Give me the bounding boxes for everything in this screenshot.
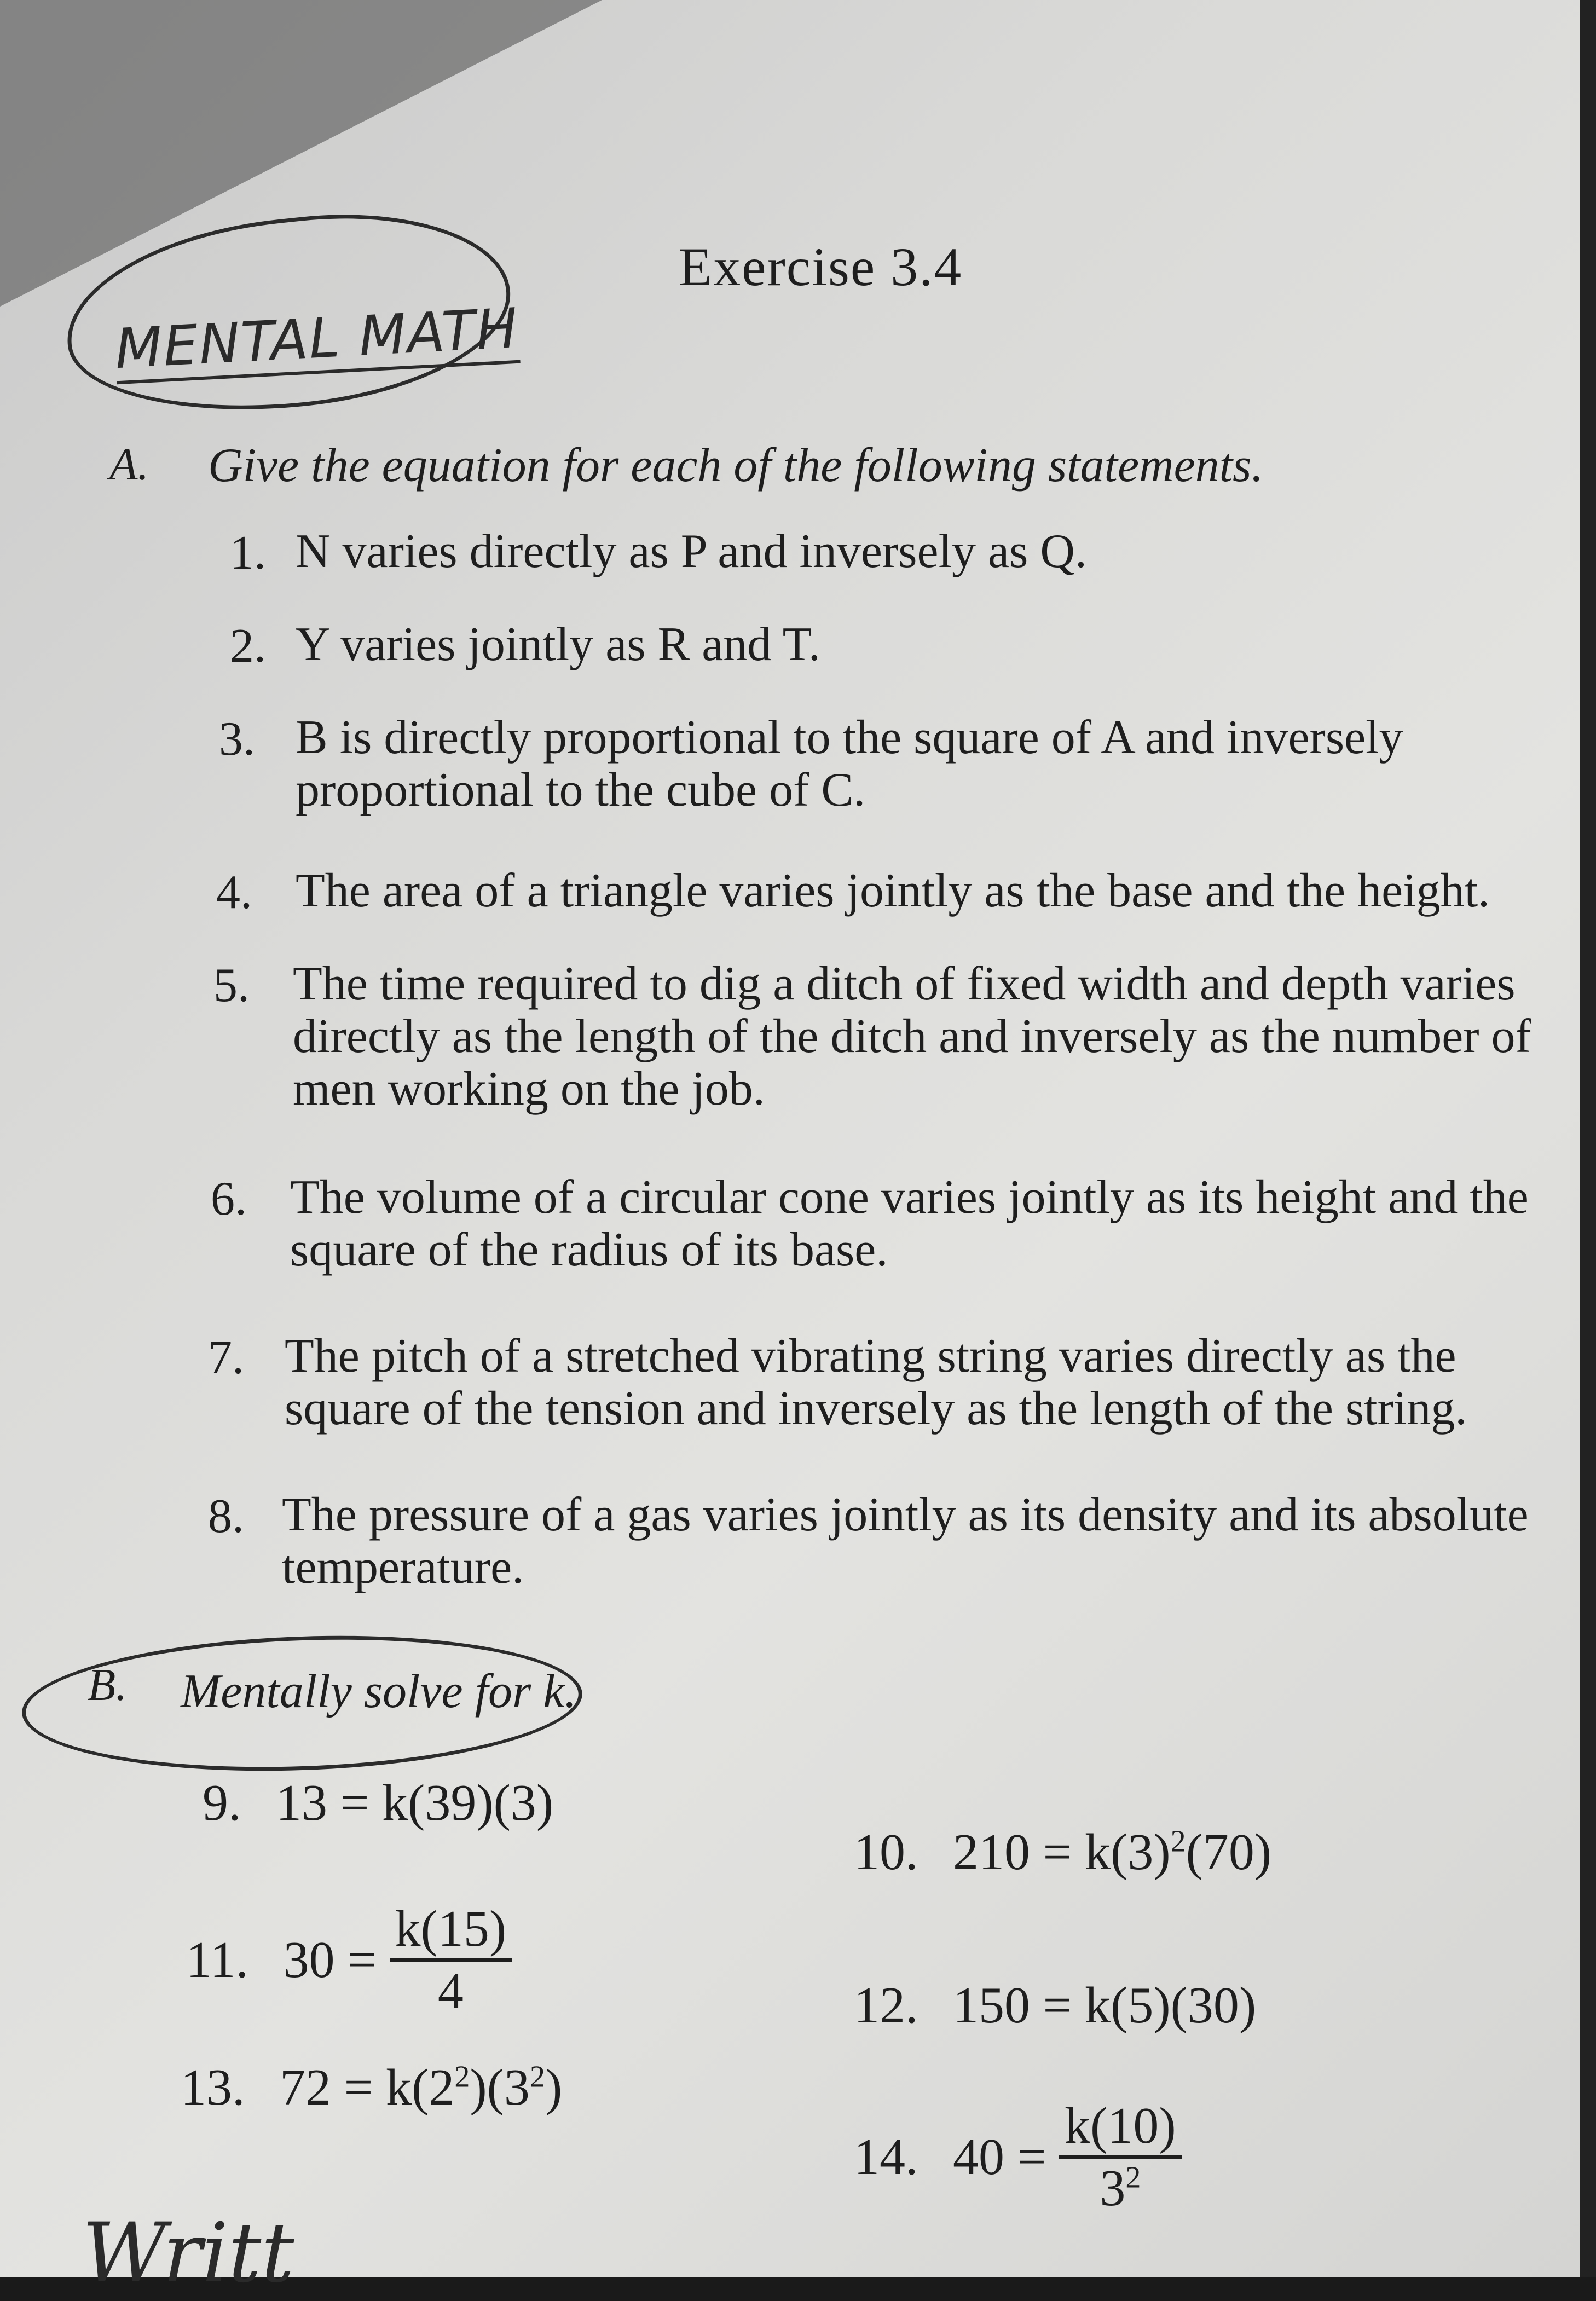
fraction-denominator	[1059, 2159, 1182, 2218]
section-a-letter: A.	[109, 439, 149, 490]
statement-item: The pitch of a stretched vibrating string varies directly as the square of the tension and inversely as the length of the string.	[285, 1329, 1467, 1435]
mental-math-badge: MENTAL MATH	[113, 296, 520, 384]
problem-number: 11.	[186, 1932, 249, 1988]
exponent: 2	[1170, 1824, 1186, 1859]
exponent: 2	[454, 2060, 470, 2094]
problem-9	[203, 1773, 553, 1832]
equation-rhs-part: )	[545, 2059, 563, 2116]
statement-item: The time required to dig a ditch of fixed width and depth varies directly as the length of the ditch and inversely as the number of men working on the job.	[293, 957, 1531, 1115]
page-edge-shadow	[1580, 0, 1596, 2277]
equation-lhs: 72 =	[280, 2059, 373, 2116]
equation-rhs: k(39)(3)	[382, 1774, 554, 1831]
fraction-numerator: k(10)	[1059, 2096, 1182, 2159]
equation-lhs: 150 =	[953, 1977, 1072, 2034]
problem-13	[181, 2058, 562, 2117]
problem-14	[854, 2096, 1182, 2218]
equation-lhs: 40 =	[953, 2129, 1046, 2186]
exponent: 2	[529, 2060, 545, 2094]
exponent: 2	[1125, 2160, 1141, 2195]
problem-number: 9.	[203, 1774, 241, 1831]
problem-number: 12.	[854, 1977, 918, 2034]
handwritten-scribble: Writt	[82, 2206, 294, 2301]
item-number: 7.	[208, 1331, 244, 1384]
item-number: 6.	[211, 1172, 247, 1225]
statement-item: Y varies jointly as R and T.	[296, 618, 820, 671]
statement-item: The area of a triangle varies jointly as the base and the height.	[296, 864, 1490, 917]
problem-10	[854, 1823, 1271, 1882]
equation-rhs-part: (70)	[1186, 1824, 1272, 1881]
equation-lhs: 13 =	[276, 1774, 369, 1831]
statement-item: B is directly proportional to the square of A and inversely proportional to the cube of C.	[296, 711, 1403, 817]
equation-rhs-part: k(2	[386, 2059, 455, 2116]
equation-lhs: 210 =	[953, 1824, 1072, 1881]
item-number: 3.	[219, 713, 255, 766]
equation-rhs-part: k(3)	[1085, 1824, 1171, 1881]
fraction-numerator: k(15)	[390, 1899, 512, 1962]
item-number: 1.	[230, 527, 266, 580]
statement-item: N varies directly as P and inversely as Q.	[296, 525, 1087, 578]
equation-rhs: k(5)(30)	[1085, 1977, 1257, 2034]
problem-11	[186, 1899, 512, 2021]
item-number: 2.	[230, 620, 266, 673]
equation-lhs: 30 =	[283, 1932, 377, 1988]
item-number: 8.	[208, 1490, 244, 1543]
fraction-denominator: 4	[437, 1963, 464, 2020]
denominator-base: 3	[1100, 2160, 1126, 2217]
section-b-letter: B.	[88, 1660, 128, 1710]
equation-rhs-part: )(3	[470, 2059, 530, 2116]
problem-number: 14.	[854, 2129, 918, 2186]
section-a-heading: Give the equation for each of the following statements.	[208, 439, 1264, 492]
item-number: 5.	[213, 959, 250, 1012]
fraction	[390, 1899, 512, 2021]
section-b-heading: Mentally solve for k.	[181, 1665, 577, 1718]
statement-item: The pressure of a gas varies jointly as its density and its absolute temperature.	[282, 1488, 1529, 1594]
problem-number: 10.	[854, 1824, 918, 1881]
problem-number: 13.	[181, 2059, 245, 2116]
item-number: 4.	[216, 866, 252, 919]
exercise-title: Exercise 3.4	[679, 236, 963, 297]
fraction	[1059, 2096, 1182, 2218]
problem-12	[854, 1976, 1256, 2035]
statement-item: The volume of a circular cone varies jointly as its height and the square of the radius of its base.	[290, 1171, 1529, 1276]
